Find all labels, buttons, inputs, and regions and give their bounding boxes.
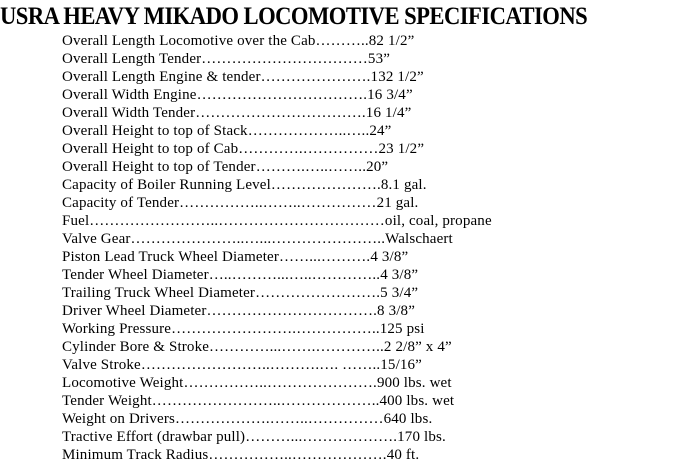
spec-cylinder-bore-stroke: Cylinder Bore & Stroke…………...…….…………..2 2/8” x 4” <box>62 339 452 355</box>
spec-list <box>62 32 492 464</box>
spec-minimum-track-radius: Minimum Track Radius……………..……………….40 ft. <box>62 447 420 463</box>
spec-valve-stroke: Valve Stroke……………………..……….…. ……..15/16” <box>62 357 422 373</box>
spec-height-stack: Overall Height to top of Stack………………..…..24” <box>62 123 392 139</box>
spec-height-cab: Overall Height to top of Cab………….……………23 1/2” <box>62 141 425 157</box>
spec-tender-capacity: Capacity of Tender……………..……..……………21 gal. <box>62 195 419 211</box>
spec-overall-width-tender: Overall Width Tender…………………………….16 1/4” <box>62 105 412 121</box>
spec-trailing-truck-wheel: Trailing Truck Wheel Diameter…………………….5 3/4” <box>62 285 419 301</box>
spec-height-tender: Overall Height to top of Tender……….…..……..20” <box>62 159 389 175</box>
spec-fuel: Fuel……………………..……………………………oil, coal, propane <box>62 213 492 229</box>
spec-boiler-capacity: Capacity of Boiler Running Level………………….8.1 gal. <box>62 177 427 193</box>
page-title: USRA HEAVY MIKADO LOCOMOTIVE SPECIFICATIONS <box>0 3 588 30</box>
spec-tractive-effort: Tractive Effort (drawbar pull)………...……………….170 lbs. <box>62 429 446 445</box>
spec-overall-length-locomotive: Overall Length Locomotive over the Cab………..82 1/2” <box>62 33 415 49</box>
spec-lead-truck-wheel: Piston Lead Truck Wheel Diameter……...……….4 3/8” <box>62 249 409 265</box>
spec-locomotive-weight: Locomotive Weight……………..………………….900 lbs. wet <box>62 375 452 391</box>
spec-valve-gear: Valve Gear…………………..…...…………………..Walschaert <box>62 231 453 247</box>
spec-working-pressure: Working Pressure…………………….……………..125 psi <box>62 321 425 337</box>
spec-overall-length-tender: Overall Length Tender……………………………53” <box>62 51 391 67</box>
spec-weight-on-drivers: Weight on Drivers……………….……..……………640 lbs. <box>62 411 433 427</box>
spec-overall-length-engine-tender: Overall Length Engine & tender………………….132 1/2” <box>62 69 424 85</box>
spec-overall-width-engine: Overall Width Engine…………………………….16 3/4” <box>62 87 413 103</box>
spec-driver-wheel: Driver Wheel Diameter…………………………….8 3/8” <box>62 303 415 319</box>
spec-tender-weight: Tender Weight……………………..………………..400 lbs. wet <box>62 393 455 409</box>
spec-tender-wheel: Tender Wheel Diameter…..………...…..…………..4 3/8” <box>62 267 419 283</box>
